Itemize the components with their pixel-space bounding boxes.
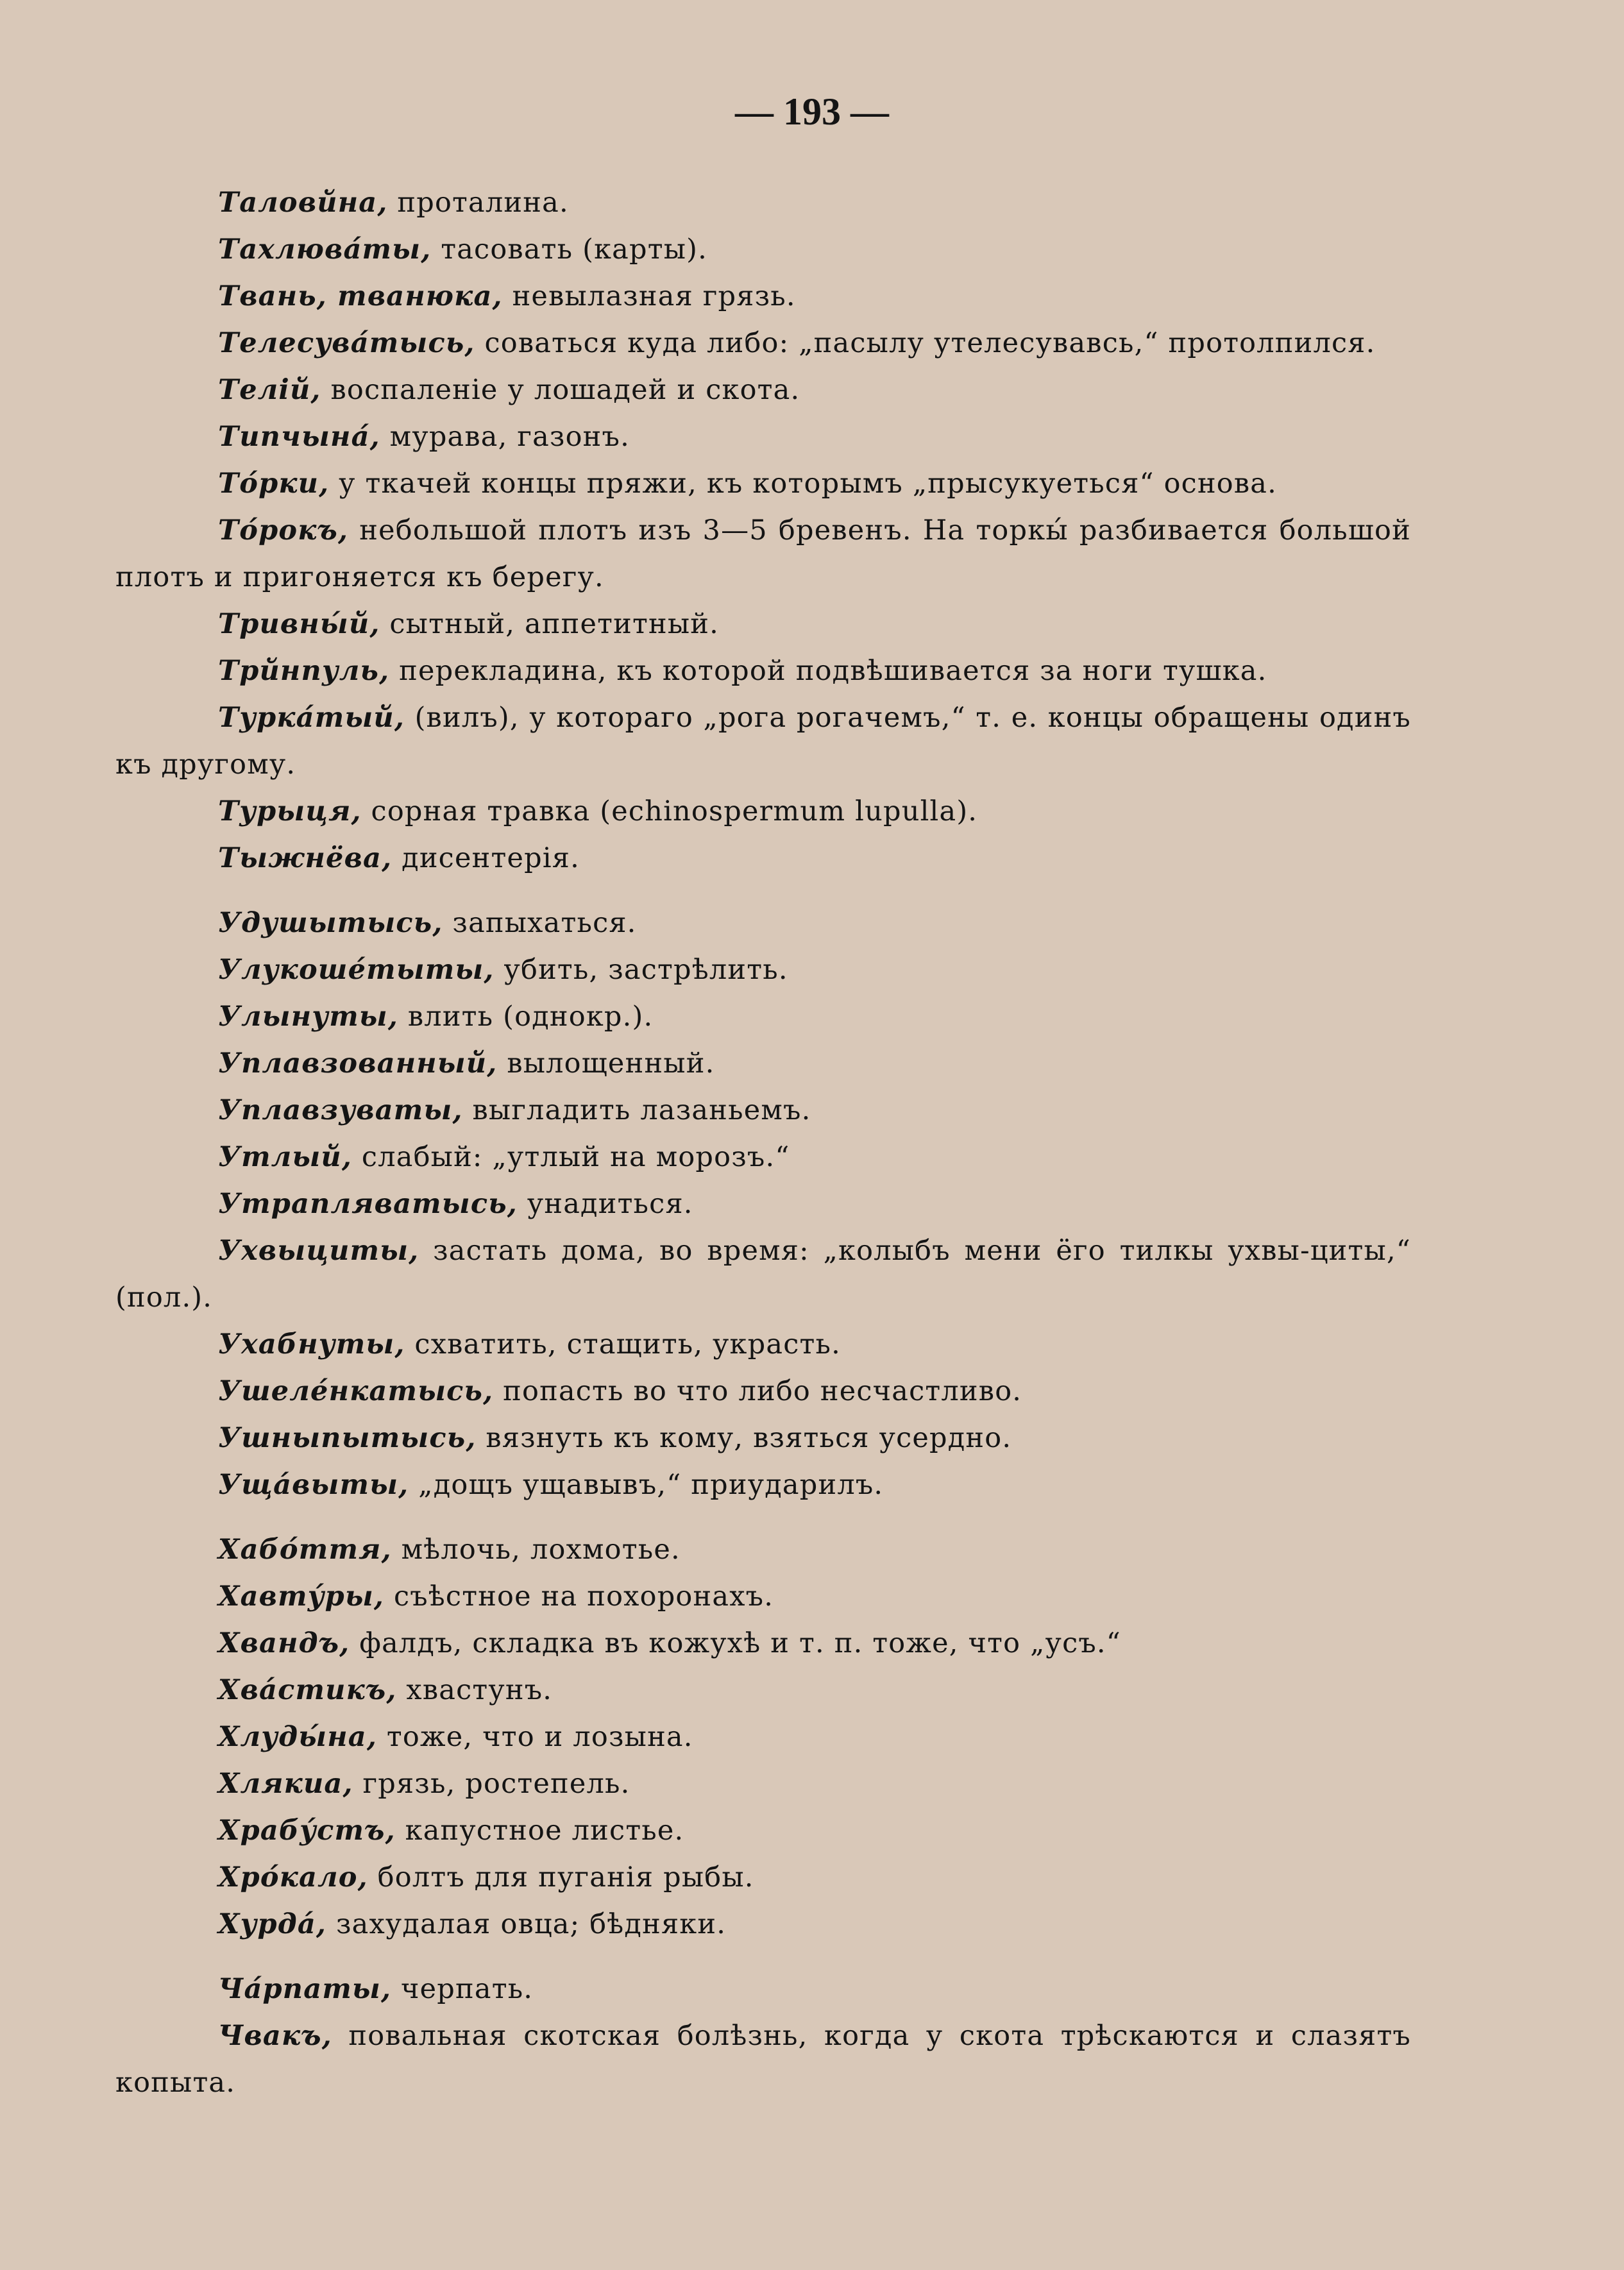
entry-definition: перекладина, къ которой подвѣшивается за ноги тушка. [389, 655, 1267, 687]
section-gap [115, 1948, 1411, 1966]
dictionary-entry [115, 1620, 1411, 1667]
entry-headword: Таловйна, [218, 187, 388, 219]
dictionary-entry [115, 994, 1411, 1040]
dictionary-entry [115, 1181, 1411, 1228]
entry-headword: Ущáвыты, [218, 1469, 409, 1501]
entry-headword: Хро́кало, [218, 1861, 368, 1893]
entry-headword: Хавту́ры, [218, 1580, 385, 1613]
entry-headword: Хабо́ття, [218, 1534, 392, 1566]
entry-headword: То́рокъ, [218, 514, 349, 546]
entry-headword: Типчына́, [218, 421, 380, 453]
dictionary-entry [115, 1761, 1411, 1808]
dictionary-entry [115, 601, 1411, 648]
entry-definition: унадиться. [517, 1188, 693, 1220]
entry-headword: Тыжнёва, [218, 842, 393, 874]
dictionary-entry [115, 1966, 1411, 2013]
section-gap [115, 882, 1411, 900]
entry-headword: Уплавзуваты, [218, 1094, 463, 1126]
dictionary-entry [115, 1040, 1411, 1087]
entry-definition: тасовать (карты). [431, 233, 708, 266]
dictionary-entry [115, 1854, 1411, 1901]
entry-definition: хвастунъ. [396, 1674, 553, 1706]
dictionary-entry [115, 180, 1411, 226]
entry-headword: Хлякиа, [218, 1768, 353, 1800]
entry-definition: фалдъ, складка въ кожухѣ и т. п. тоже, что „усъ.“ [350, 1627, 1121, 1659]
dictionary-entry [115, 320, 1411, 367]
entry-headword: Утрапляватысь, [218, 1188, 518, 1220]
entry-definition: небольшой плотъ изъ 3—5 бревенъ. На торкы́ разбивается большой плотъ и пригоняется къ берегу. [115, 514, 1411, 593]
dictionary-entry [115, 1667, 1411, 1714]
entry-definition: соваться куда либо: „пасылу утелесувавсь,“ протолпился. [475, 327, 1376, 359]
dictionary-entry [115, 900, 1411, 947]
dictionary-entry [115, 1808, 1411, 1854]
entry-definition: „дощъ ущавывъ,“ приударилъ. [409, 1469, 884, 1501]
entry-definition: вылощенный. [497, 1047, 715, 1080]
page-number: — 193 — [735, 90, 889, 133]
entry-definition: невылазная грязь. [502, 280, 796, 312]
dictionary-entry [115, 1087, 1411, 1134]
entry-headword: Турка́тый, [218, 702, 405, 734]
entry-headword: То́рки, [218, 468, 330, 500]
entry-definition: болтъ для пуганія рыбы. [368, 1861, 754, 1893]
entry-headword: Ухвыциты, [218, 1235, 419, 1267]
dictionary-entry [115, 1368, 1411, 1415]
entry-definition: грязь, ростепель. [353, 1768, 630, 1800]
entry-definition: слабый: „утлый на морозъ.“ [352, 1141, 790, 1173]
entry-headword: Хурдá, [218, 1908, 327, 1940]
entry-headword: Твань, тванюка, [218, 280, 503, 312]
entry-headword: Улукоше́тыты, [218, 954, 495, 986]
entry-headword: Телесува́тысь, [218, 327, 475, 359]
entry-headword: Турыця, [218, 795, 362, 827]
dictionary-entry [115, 226, 1411, 273]
entry-definition: проталина. [387, 187, 569, 219]
dictionary-entry [115, 1901, 1411, 1948]
entry-definition: сорная травка (echinospermum lupulla). [361, 795, 978, 827]
entry-definition: попасть во что либо несчастливо. [493, 1375, 1022, 1407]
entry-headword: Ча́рпаты, [218, 1973, 392, 2005]
entry-definition: вязнуть къ кому, взяться усердно. [476, 1422, 1012, 1454]
entry-definition: мурава, газонъ. [380, 421, 630, 453]
entry-definition: влить (однокр.). [398, 1001, 654, 1033]
entry-headword: Утлый, [218, 1141, 353, 1173]
dictionary-entry [115, 1462, 1411, 1509]
section-gap [115, 1509, 1411, 1527]
dictionary-entry [115, 788, 1411, 835]
dictionary-entry [115, 1527, 1411, 1573]
entry-definition: черпать. [391, 1973, 534, 2005]
dictionary-entry [115, 1714, 1411, 1761]
entry-headword: Хвáстикъ, [218, 1674, 397, 1706]
dictionary-entry [115, 648, 1411, 695]
entry-definition: запыхаться. [443, 907, 637, 939]
entry-definition: мѣлочь, лохмотье. [391, 1534, 681, 1566]
entry-headword: Ушеле́нкатысь, [218, 1375, 494, 1407]
dictionary-entry [115, 1573, 1411, 1620]
entry-headword: Улынуты, [218, 1001, 399, 1033]
entry-headword: Хвандъ, [218, 1627, 350, 1659]
dictionary-entry [115, 835, 1411, 882]
entry-headword: Ушныпытысь, [218, 1422, 477, 1454]
entry-headword: Телій, [218, 374, 321, 406]
entry-headword: Трйнпуль, [218, 655, 390, 687]
entry-definition: у ткачей концы пряжи, къ которымъ „прысукуеться“ основа. [329, 468, 1278, 500]
entry-headword: Чвакъ, [218, 2020, 332, 2052]
entry-definition: капустное листье. [395, 1815, 684, 1847]
entry-headword: Хлуды́на, [218, 1721, 377, 1753]
dictionary-entry [115, 1415, 1411, 1462]
entry-definition: убить, застрѣлить. [494, 954, 788, 986]
entry-definition: воспаленіе у лошадей и скота. [321, 374, 800, 406]
entry-headword: Храбу́стъ, [218, 1815, 396, 1847]
dictionary-entry [115, 414, 1411, 461]
dictionary-entry [115, 695, 1411, 788]
dictionary-entry [115, 947, 1411, 994]
dictionary-entry [115, 507, 1411, 601]
entry-definition: съѣстное на похоронахъ. [384, 1580, 774, 1613]
dictionary-entry [115, 1321, 1411, 1368]
dictionary-entry [115, 273, 1411, 320]
entry-definition: дисентерія. [392, 842, 580, 874]
dictionary-text [115, 180, 1411, 2106]
entry-headword: Тахлюва́ты, [218, 233, 432, 266]
entry-definition: тоже, что и лозына. [377, 1721, 693, 1753]
entry-definition: схватить, стащить, украсть. [405, 1328, 841, 1360]
entry-definition: (вилъ), у котораго „рога рогачемъ,“ т. е. концы обращены одинъ къ другому. [115, 702, 1411, 781]
entry-headword: Ухабнуты, [218, 1328, 405, 1360]
dictionary-entry [115, 461, 1411, 507]
entry-headword: Тривны́й, [218, 608, 380, 640]
dictionary-entry [115, 367, 1411, 414]
entry-headword: Уплавзованный, [218, 1047, 498, 1080]
entry-headword: Удушытысь, [218, 907, 443, 939]
entry-definition: захудалая овца; бѣдняки. [326, 1908, 727, 1940]
entry-definition: повальная скотская болѣзнь, когда у скота трѣскаются и слазятъ копыта. [115, 2020, 1411, 2099]
dictionary-entry [115, 2013, 1411, 2106]
dictionary-entry [115, 1134, 1411, 1181]
entry-definition: застать дома, во время: „колыбъ мени ёго тилкы ухвы-циты,“ (пол.). [115, 1235, 1411, 1314]
dictionary-entry [115, 1228, 1411, 1321]
entry-definition: сытный, аппетитный. [380, 608, 720, 640]
entry-definition: выгладить лазаньемъ. [462, 1094, 811, 1126]
